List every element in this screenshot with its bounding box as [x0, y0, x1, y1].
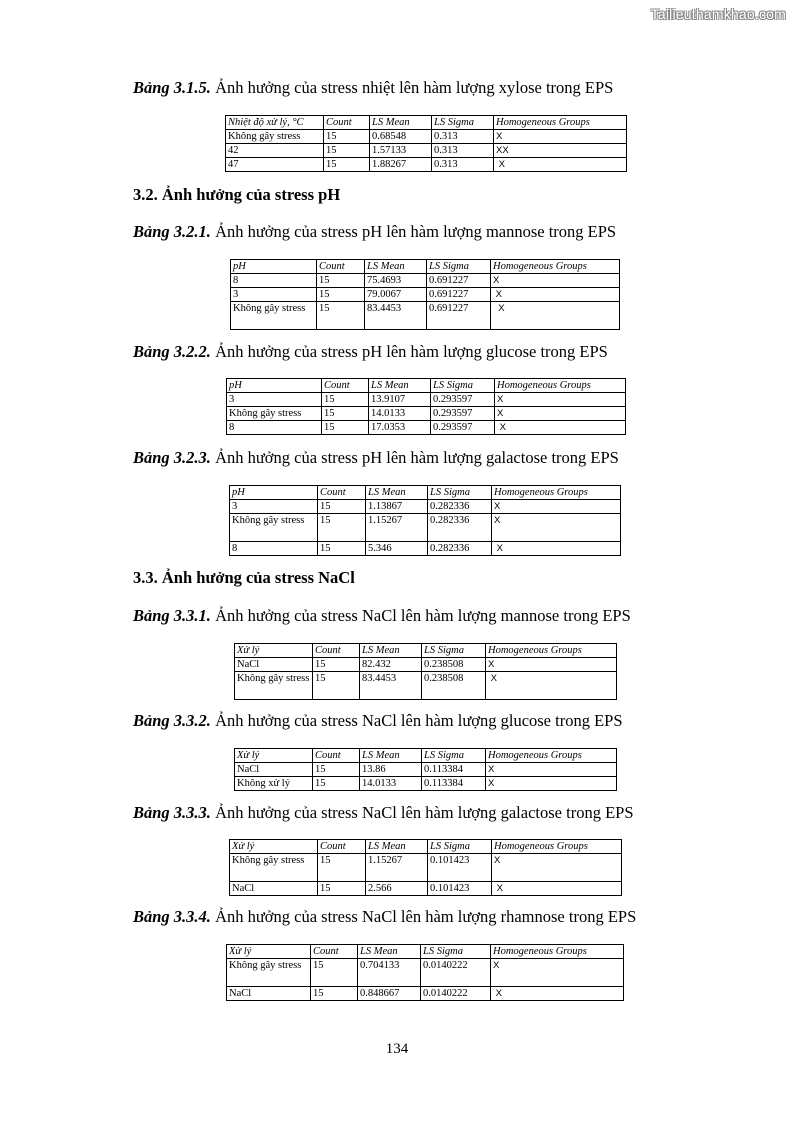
- cell: X: [492, 542, 621, 556]
- cell: 1.15267: [366, 514, 428, 542]
- cell: 0.0140222: [421, 987, 491, 1001]
- column-header: Xử lý: [235, 749, 313, 763]
- table-3-2-2: [226, 378, 626, 435]
- cell: X: [491, 302, 620, 330]
- cell: X: [495, 421, 626, 435]
- cell: X: [486, 777, 617, 791]
- table-row: [235, 777, 617, 791]
- cell: 15: [313, 658, 360, 672]
- cell: 14.0133: [360, 777, 422, 791]
- cell: Không xử lý: [235, 777, 313, 791]
- table-row: [235, 672, 617, 700]
- table-label: Bảng 3.2.2.: [133, 342, 211, 361]
- cell: XX: [494, 144, 627, 158]
- cell: X: [486, 763, 617, 777]
- table-row: [227, 421, 626, 435]
- table-3-2-3: [229, 485, 621, 556]
- table-row: [226, 158, 627, 172]
- cell: 0.68548: [370, 130, 432, 144]
- table-3-3-1: [234, 643, 617, 700]
- column-header: LS Mean: [369, 379, 431, 393]
- column-header: Homogeneous Groups: [486, 644, 617, 658]
- cell: 15: [313, 777, 360, 791]
- table-header-row: [230, 486, 621, 500]
- cell: 2.566: [366, 882, 428, 896]
- cell: X: [486, 658, 617, 672]
- cell: X: [491, 987, 624, 1001]
- cell: X: [492, 882, 622, 896]
- table-row: [231, 302, 620, 330]
- cell: 47: [226, 158, 324, 172]
- cell: 15: [324, 158, 370, 172]
- cell: 13.86: [360, 763, 422, 777]
- cell: 15: [324, 130, 370, 144]
- column-header: pH: [230, 486, 318, 500]
- table-header-row: [230, 840, 622, 854]
- cell: 0.313: [432, 144, 494, 158]
- table-label: Bảng 3.2.3.: [133, 448, 211, 467]
- cell: Không gây stress: [231, 302, 317, 330]
- table-label: Bảng 3.3.1.: [133, 606, 211, 625]
- cell: NaCl: [235, 658, 313, 672]
- cell: 83.4453: [365, 302, 427, 330]
- cell: 15: [324, 144, 370, 158]
- column-header: LS Sigma: [421, 945, 491, 959]
- cell: 15: [317, 274, 365, 288]
- cell: X: [495, 393, 626, 407]
- cell: 0.282336: [428, 542, 492, 556]
- cell: 15: [317, 288, 365, 302]
- column-header: Count: [313, 749, 360, 763]
- column-header: Homogeneous Groups: [492, 486, 621, 500]
- cell: 0.691227: [427, 274, 491, 288]
- cell: 1.13867: [366, 500, 428, 514]
- column-header: LS Mean: [365, 260, 427, 274]
- column-header: Count: [324, 116, 370, 130]
- table-title: Ảnh hưởng của stress NaCl lên hàm lượng rhamnose trong EPS: [215, 907, 637, 926]
- table-caption: [133, 803, 634, 823]
- table-row: [230, 514, 621, 542]
- column-header: Homogeneous Groups: [491, 260, 620, 274]
- cell: X: [494, 130, 627, 144]
- table-label: Bảng 3.1.5.: [133, 78, 211, 97]
- cell: 15: [317, 302, 365, 330]
- table-title: Ảnh hưởng của stress pH lên hàm lượng glucose trong EPS: [215, 342, 608, 361]
- table-row: [227, 393, 626, 407]
- column-header: LS Mean: [370, 116, 432, 130]
- column-header: LS Sigma: [431, 379, 495, 393]
- cell: 0.704133: [358, 959, 421, 987]
- cell: Không gây stress: [226, 130, 324, 144]
- cell: Không gây stress: [227, 959, 311, 987]
- cell: 0.293597: [431, 407, 495, 421]
- column-header: Homogeneous Groups: [494, 116, 627, 130]
- cell: X: [492, 514, 621, 542]
- table-3-3-3: [229, 839, 622, 896]
- table-row: [226, 130, 627, 144]
- cell: 3: [231, 288, 317, 302]
- column-header: LS Sigma: [428, 840, 492, 854]
- cell: 0.313: [432, 130, 494, 144]
- column-header: Homogeneous Groups: [495, 379, 626, 393]
- cell: X: [494, 158, 627, 172]
- column-header: LS Sigma: [427, 260, 491, 274]
- table-header-row: [227, 379, 626, 393]
- column-header: Count: [317, 260, 365, 274]
- table-caption: [133, 448, 619, 468]
- table-caption: [133, 711, 623, 731]
- column-header: Count: [318, 840, 366, 854]
- cell: 82.432: [360, 658, 422, 672]
- cell: 83.4453: [360, 672, 422, 700]
- cell: 0.113384: [422, 763, 486, 777]
- cell: 1.57133: [370, 144, 432, 158]
- cell: 15: [311, 987, 358, 1001]
- cell: Không gây stress: [230, 854, 318, 882]
- cell: 0.101423: [428, 854, 492, 882]
- table-header-row: [226, 116, 627, 130]
- column-header: LS Mean: [360, 749, 422, 763]
- cell: X: [492, 500, 621, 514]
- column-header: pH: [231, 260, 317, 274]
- table-row: [230, 882, 622, 896]
- cell: 15: [318, 542, 366, 556]
- column-header: LS Mean: [358, 945, 421, 959]
- cell: 15: [318, 882, 366, 896]
- cell: 0.313: [432, 158, 494, 172]
- cell: NaCl: [227, 987, 311, 1001]
- cell: 79.0067: [365, 288, 427, 302]
- table-caption: [133, 907, 636, 927]
- cell: Không gây stress: [230, 514, 318, 542]
- cell: 1.15267: [366, 854, 428, 882]
- cell: 0.238508: [422, 658, 486, 672]
- column-header: Xử lý: [230, 840, 318, 854]
- column-header: LS Mean: [366, 840, 428, 854]
- cell: X: [491, 288, 620, 302]
- table-caption: [133, 606, 631, 626]
- cell: 15: [318, 500, 366, 514]
- cell: 0.293597: [431, 421, 495, 435]
- cell: 15: [322, 407, 369, 421]
- table-caption: [133, 222, 616, 242]
- cell: 0.691227: [427, 302, 491, 330]
- table-row: [235, 763, 617, 777]
- column-header: LS Mean: [360, 644, 422, 658]
- cell: 17.0353: [369, 421, 431, 435]
- cell: 0.113384: [422, 777, 486, 791]
- table-label: Bảng 3.3.4.: [133, 907, 211, 926]
- cell: 1.88267: [370, 158, 432, 172]
- table-3-2-1: [230, 259, 620, 330]
- cell: 0.238508: [422, 672, 486, 700]
- table-row: [227, 407, 626, 421]
- section-heading: 3.2. Ảnh hưởng của stress pH: [133, 185, 341, 204]
- table-row: [235, 658, 617, 672]
- table-row: [227, 987, 624, 1001]
- table-title: Ảnh hưởng của stress NaCl lên hàm lượng glucose trong EPS: [215, 711, 623, 730]
- cell: 15: [318, 854, 366, 882]
- cell: 5.346: [366, 542, 428, 556]
- table-title: Ảnh hưởng của stress NaCl lên hàm lượng mannose trong EPS: [215, 606, 631, 625]
- page-number: 134: [385, 1041, 409, 1057]
- cell: NaCl: [235, 763, 313, 777]
- cell: 0.101423: [428, 882, 492, 896]
- table-row: [230, 500, 621, 514]
- column-header: Count: [318, 486, 366, 500]
- column-header: Count: [313, 644, 360, 658]
- cell: 75.4693: [365, 274, 427, 288]
- cell: 15: [322, 421, 369, 435]
- section-heading: 3.3. Ảnh hưởng của stress NaCl: [133, 568, 355, 587]
- column-header: LS Sigma: [428, 486, 492, 500]
- cell: 8: [230, 542, 318, 556]
- table-header-row: [235, 749, 617, 763]
- column-header: Homogeneous Groups: [492, 840, 622, 854]
- cell: X: [492, 854, 622, 882]
- cell: 15: [313, 672, 360, 700]
- table-caption: [133, 342, 608, 362]
- column-header: Count: [322, 379, 369, 393]
- table-row: [230, 542, 621, 556]
- column-header: Xử lý: [227, 945, 311, 959]
- cell: X: [491, 959, 624, 987]
- table-row: [231, 288, 620, 302]
- column-header: LS Sigma: [422, 644, 486, 658]
- table-title: Ảnh hưởng của stress pH lên hàm lượng galactose trong EPS: [215, 448, 619, 467]
- cell: 14.0133: [369, 407, 431, 421]
- cell: Không gây stress: [227, 407, 322, 421]
- table-label: Bảng 3.3.2.: [133, 711, 211, 730]
- table-header-row: [227, 945, 624, 959]
- column-header: LS Mean: [366, 486, 428, 500]
- table-row: [231, 274, 620, 288]
- column-header: pH: [227, 379, 322, 393]
- cell: 0.282336: [428, 500, 492, 514]
- table-3-1-5: [225, 115, 627, 172]
- watermark: Tailieuthamkhao.com: [650, 6, 786, 22]
- table-header-row: [235, 644, 617, 658]
- column-header: Count: [311, 945, 358, 959]
- column-header: Homogeneous Groups: [486, 749, 617, 763]
- cell: 8: [227, 421, 322, 435]
- table-row: [230, 854, 622, 882]
- cell: NaCl: [230, 882, 318, 896]
- cell: 0.282336: [428, 514, 492, 542]
- cell: X: [486, 672, 617, 700]
- table-label: Bảng 3.3.3.: [133, 803, 211, 822]
- column-header: LS Sigma: [432, 116, 494, 130]
- cell: Không gây stress: [235, 672, 313, 700]
- cell: X: [495, 407, 626, 421]
- table-label: Bảng 3.2.1.: [133, 222, 211, 241]
- column-header: Xử lý: [235, 644, 313, 658]
- cell: 0.293597: [431, 393, 495, 407]
- cell: 3: [230, 500, 318, 514]
- table-title: Ảnh hưởng của stress nhiệt lên hàm lượng xylose trong EPS: [215, 78, 614, 97]
- cell: 15: [322, 393, 369, 407]
- cell: 42: [226, 144, 324, 158]
- column-header: LS Sigma: [422, 749, 486, 763]
- cell: 15: [311, 959, 358, 987]
- table-row: [227, 959, 624, 987]
- column-header: Homogeneous Groups: [491, 945, 624, 959]
- table-title: Ảnh hưởng của stress NaCl lên hàm lượng galactose trong EPS: [215, 803, 634, 822]
- table-caption: [133, 78, 613, 98]
- cell: 0.691227: [427, 288, 491, 302]
- cell: 15: [318, 514, 366, 542]
- cell: 0.0140222: [421, 959, 491, 987]
- cell: 8: [231, 274, 317, 288]
- cell: 13.9107: [369, 393, 431, 407]
- cell: 3: [227, 393, 322, 407]
- table-3-3-2: [234, 748, 617, 791]
- cell: 0.848667: [358, 987, 421, 1001]
- cell: X: [491, 274, 620, 288]
- cell: 15: [313, 763, 360, 777]
- table-3-3-4: [226, 944, 624, 1001]
- table-header-row: [231, 260, 620, 274]
- table-row: [226, 144, 627, 158]
- column-header: Nhiệt độ xử lý, °C: [226, 116, 324, 130]
- table-title: Ảnh hưởng của stress pH lên hàm lượng mannose trong EPS: [215, 222, 617, 241]
